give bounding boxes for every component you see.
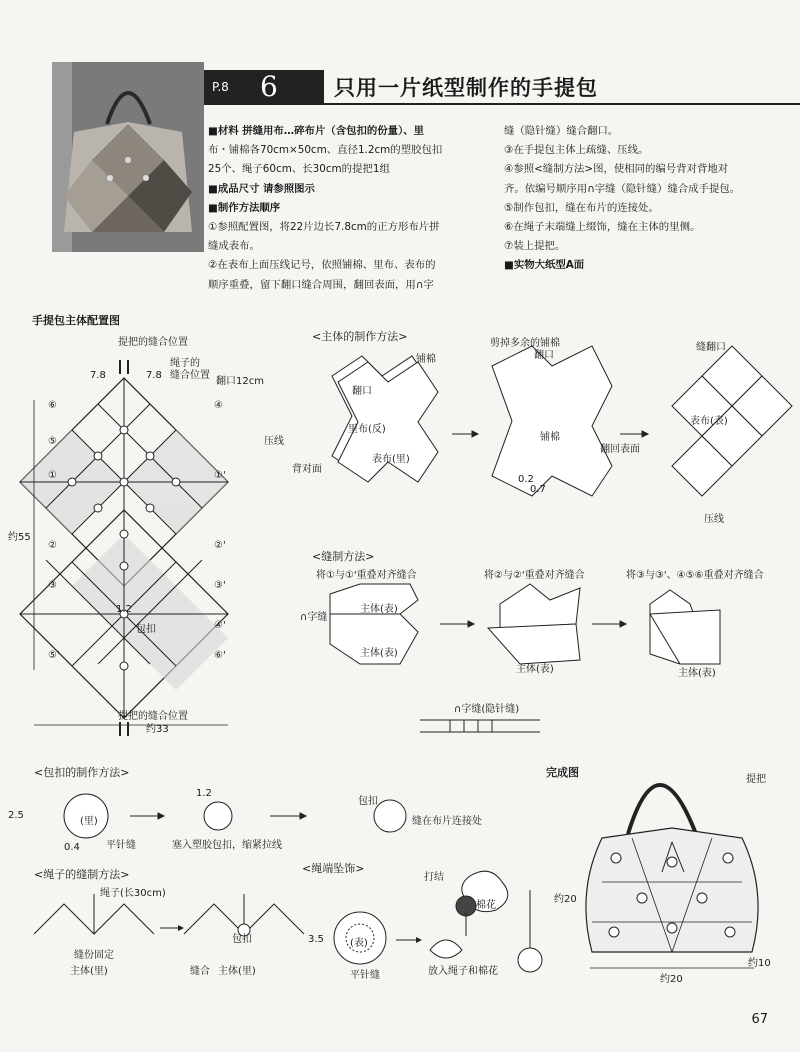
handle-label: 提把 <box>746 774 766 785</box>
rope-label-2: 缝合位置 <box>170 370 210 381</box>
finished-depth: 约10 <box>748 958 771 969</box>
insert-label: 塞入塑胶包扣，缩紧拉线 <box>172 840 282 851</box>
dim-0-4: 0.4 <box>64 842 80 853</box>
mark: ⑥ <box>48 400 57 411</box>
batting-label: 铺棉 <box>416 354 436 365</box>
instructions-right <box>504 122 740 276</box>
instr-line: ■制作方法顺序 <box>208 201 281 214</box>
body-method-title: <主体的制作方法> <box>312 330 408 343</box>
body-front-label: 主体(表) <box>678 668 716 679</box>
dim-7-8-a: 7.8 <box>90 370 106 381</box>
opening-label-2: 翻口 <box>352 386 372 397</box>
dim-7-8-b: 7.8 <box>146 370 162 381</box>
sewing-method-title: <缝制方法> <box>312 550 375 563</box>
outer-front-label: 表布(表) <box>690 416 728 427</box>
body-front-label: 主体(表) <box>360 648 398 659</box>
mark: ③' <box>214 580 226 591</box>
button-label-2: 包扣 <box>358 796 378 807</box>
dim-2-5: 2.5 <box>8 810 24 821</box>
page-number: 67 <box>751 1012 768 1027</box>
mark: ① <box>48 470 57 481</box>
finished-title: 完成图 <box>546 766 579 779</box>
mark: ④' <box>214 620 226 631</box>
instr-line: ③在手提包主体上疏缝、压线。 <box>504 144 649 157</box>
back-label: 背对面 <box>292 464 322 475</box>
dim-3-5: 3.5 <box>308 934 324 945</box>
instr-line: ■材料 拼缝用布…碎布片（含包扣的份量）、里 <box>208 125 425 137</box>
instructions-left <box>208 122 442 295</box>
stuffing-label: 棉花 <box>476 900 496 911</box>
instr-line: 顺序重叠，留下翻口缝合周围，翻回表面，用∩字 <box>208 278 434 291</box>
opening-label: 翻口12cm <box>216 376 264 387</box>
body-front-label: 主体(表) <box>516 664 554 675</box>
rope-button: 包扣 <box>232 934 252 945</box>
mark: ② <box>48 540 57 551</box>
instr-line: 25个、绳子60cm、长30cm的提把1组 <box>208 163 390 176</box>
instr-line: ①参照配置图，将22片边长7.8cm的正方形布片拼 <box>208 221 440 234</box>
rope-stitch: 缝合 <box>190 966 210 977</box>
instr-line: ④参照<缝制方法>图，使相同的编号背对背地对 <box>504 163 729 176</box>
lining-label: 里布(反) <box>348 424 386 435</box>
finished-bag-diagram <box>572 742 772 978</box>
dim-1-2-b: 1.2 <box>196 788 212 799</box>
mark: ⑤ <box>48 436 57 447</box>
rope-method-title: <绳子的缝制方法> <box>34 868 130 881</box>
handle-bottom-label: 提把的缝合位置 <box>118 711 188 722</box>
sewing-step-2: 将②与②'重叠对齐缝合 <box>484 570 585 581</box>
bag-photo-illustration <box>52 62 204 252</box>
handle-top-label: 提把的缝合位置 <box>118 337 188 348</box>
cut-label: 剪掉多余的铺棉 <box>490 338 560 349</box>
height-label: 约55 <box>8 532 31 543</box>
layout-diagram-title: 手提包主体配置图 <box>32 314 120 327</box>
body-front-label: 主体(表) <box>360 604 398 615</box>
page-ref: P.8 <box>212 80 229 94</box>
rope-method-diagram <box>34 884 304 944</box>
page-title: 只用一片纸型制作的手提包 <box>334 76 598 100</box>
mark: ⑤' <box>48 650 60 661</box>
instr-line: 缝成表布。 <box>208 240 260 253</box>
instr-line: ■成品尺寸 请参照图示 <box>208 182 315 195</box>
charm-running: 平针缝 <box>350 970 380 981</box>
knot-label: 打结 <box>424 872 444 883</box>
outer-label: 表布(里) <box>372 454 410 465</box>
rope-fix: 缝份固定 <box>74 950 114 961</box>
button-front: (里) <box>80 816 98 827</box>
bag-photo <box>52 62 204 252</box>
charm-front: (表) <box>350 938 368 949</box>
instr-line: ⑤制作包扣，缝在布片的连接处。 <box>504 201 659 214</box>
mark: ①' <box>214 470 226 481</box>
quilt-label: 压线 <box>704 514 724 525</box>
title-number-box <box>204 70 324 104</box>
stitch-label: ∩字缝 <box>300 612 328 623</box>
instr-line: ⑦装上提把。 <box>504 240 566 253</box>
instr-line: ■实物大纸型A面 <box>504 259 585 272</box>
project-number: 6 <box>260 70 278 103</box>
width-label: 约33 <box>146 724 169 735</box>
ladder-stitch-diagram <box>420 714 540 738</box>
sew-on-label: 缝在布片连接处 <box>412 816 482 827</box>
charm-title: <绳端坠饰> <box>302 862 365 875</box>
cut-opening-label: 翻口 <box>534 350 554 361</box>
button-method-title: <包扣的制作方法> <box>34 766 130 779</box>
charm-insert: 放入绳子和棉花 <box>428 966 498 977</box>
instr-line: 缝（隐针缝）缝合翻口。 <box>504 125 619 137</box>
button-label: 包扣 <box>136 624 156 635</box>
instr-line: 齐。依编号顺序用∩字缝（隐针缝）缝合成手提包。 <box>504 182 741 195</box>
rope-label: 绳子的 <box>170 358 200 369</box>
stitch-title: ∩字缝(隐针缝) <box>454 704 520 715</box>
dim-1-2: 1.2 <box>116 604 132 615</box>
instr-line: ⑥在绳子末端缝上缀饰，缝在主体的里侧。 <box>504 221 701 234</box>
mark: ②' <box>214 540 226 551</box>
turn-label: 翻回表面 <box>600 444 640 455</box>
mark: ④ <box>214 400 223 411</box>
rope-body: 主体(里) <box>70 966 108 977</box>
mark: ⑥' <box>214 650 226 661</box>
instr-line: 布・铺棉各70cm×50cm、直径1.2cm的塑胶包扣 <box>208 144 443 157</box>
running-stitch: 平针缝 <box>106 840 136 851</box>
sewing-step-1: 将①与①'重叠对齐缝合 <box>316 570 417 581</box>
batting-label-2: 铺棉 <box>540 432 560 443</box>
sewing-step-3: 将③与③'、④⑤⑥重叠对齐缝合 <box>626 570 764 581</box>
layout-diagram <box>20 330 300 740</box>
dim-0-2: 0.2 <box>518 474 534 485</box>
title-rule <box>204 103 800 105</box>
close-label: 缝翻口 <box>696 342 726 353</box>
quilting-label: 压线 <box>264 436 284 447</box>
finished-width: 约20 <box>660 974 683 985</box>
rope-label-3: 绳子(长30cm) <box>100 888 166 899</box>
title-bar <box>204 70 800 104</box>
rope-body-2: 主体(里) <box>218 966 256 977</box>
instr-line: ②在表布上面压线记号，依照铺棉、里布、表布的 <box>208 259 436 272</box>
mark: ③ <box>48 580 57 591</box>
dim-0-7: 0.7 <box>530 484 546 495</box>
finished-height: 约20 <box>554 894 577 905</box>
